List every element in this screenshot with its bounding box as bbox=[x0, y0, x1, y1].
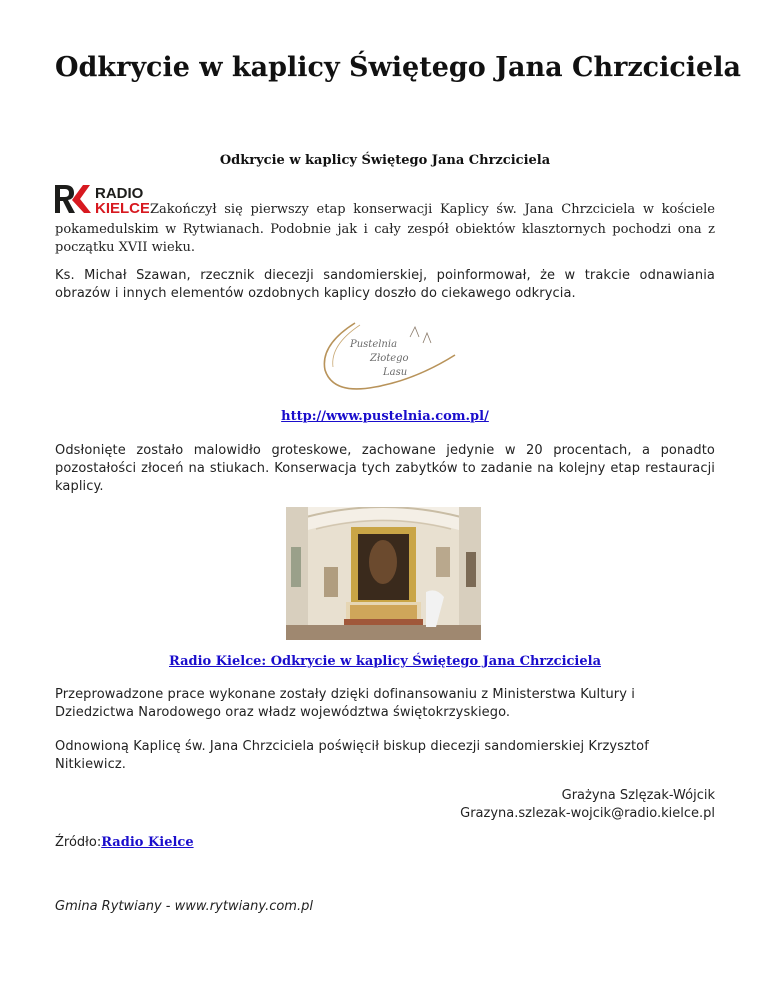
pustelnia-text-1: Pustelnia bbox=[350, 339, 398, 350]
page-title: Odkrycie w kaplicy Świętego Jana Chrzciciela bbox=[55, 52, 741, 83]
article-subtitle: Odkrycie w kaplicy Świętego Jana Chrzciciela bbox=[219, 153, 551, 168]
logo-text-kielce: KIELCE bbox=[95, 200, 149, 215]
pustelnia-link-row bbox=[55, 409, 715, 424]
source-link[interactable]: Radio Kielce bbox=[101, 835, 194, 850]
footer-text: Gmina Rytwiany - www.rytwiany.com.pl bbox=[55, 899, 313, 914]
radio-kielce-article-link[interactable]: Radio Kielce: Odkrycie w kaplicy Świętego Jana Chrzciciela bbox=[169, 654, 601, 669]
paragraph-4: Przeprowadzone prace wykonane zostały dzięki dofinansowaniu z Ministerstwa Kultury i Dziedzictwa Narodowego oraz władz województwa świętokrzyskiego. bbox=[55, 687, 635, 720]
intro-paragraph bbox=[55, 183, 715, 257]
chapel-interior-photo bbox=[286, 507, 481, 640]
intro-text: Zakończył się pierwszy etap konserwacji Kaplicy św. Jana Chrzciciela w kościele pokamedulskim w Rytwianach. Podobnie jak i cały zespół obiektów klasztornych pochodzi ona z początku XVII wieku. bbox=[55, 202, 715, 255]
pustelnia-text-3: Lasu bbox=[383, 367, 408, 378]
paragraph-2: Ks. Michał Szawan, rzecznik diecezji sandomierskiej, poinformował, że w trakcie odnawiania obrazów i innych elementów ozdobnych kaplicy doszło do ciekawego odkrycia. bbox=[55, 268, 715, 301]
author-block bbox=[315, 787, 715, 823]
author-email: Grazyna.szlezak-wojcik@radio.kielce.pl bbox=[460, 806, 715, 821]
radio-kielce-logo bbox=[55, 183, 149, 221]
pustelnia-text-2: Złotego bbox=[370, 353, 409, 364]
source-line bbox=[55, 835, 194, 850]
source-label: Źródło: bbox=[55, 835, 102, 850]
logo-text-radio: RADIO bbox=[95, 185, 144, 202]
radio-kielce-article-link-row bbox=[55, 654, 715, 669]
pustelnia-link[interactable]: http://www.pustelnia.com.pl/ bbox=[281, 409, 489, 424]
pustelnia-logo bbox=[315, 315, 465, 400]
author-name: Grażyna Szlęzak-Wójcik bbox=[561, 788, 715, 803]
paragraph-5: Odnowioną Kaplicę św. Jana Chrzciciela poświęcił biskup diecezji sandomierskiej Krzysztof Nitkiewicz. bbox=[55, 739, 649, 772]
paragraph-3: Odsłonięte zostało malowidło groteskowe, zachowane jedynie w 20 procentach, a ponadto pozostałości złoceń na stiukach. Konserwacja tych zabytków to zadanie na kolejny etap restauracji kaplicy. bbox=[55, 443, 715, 494]
